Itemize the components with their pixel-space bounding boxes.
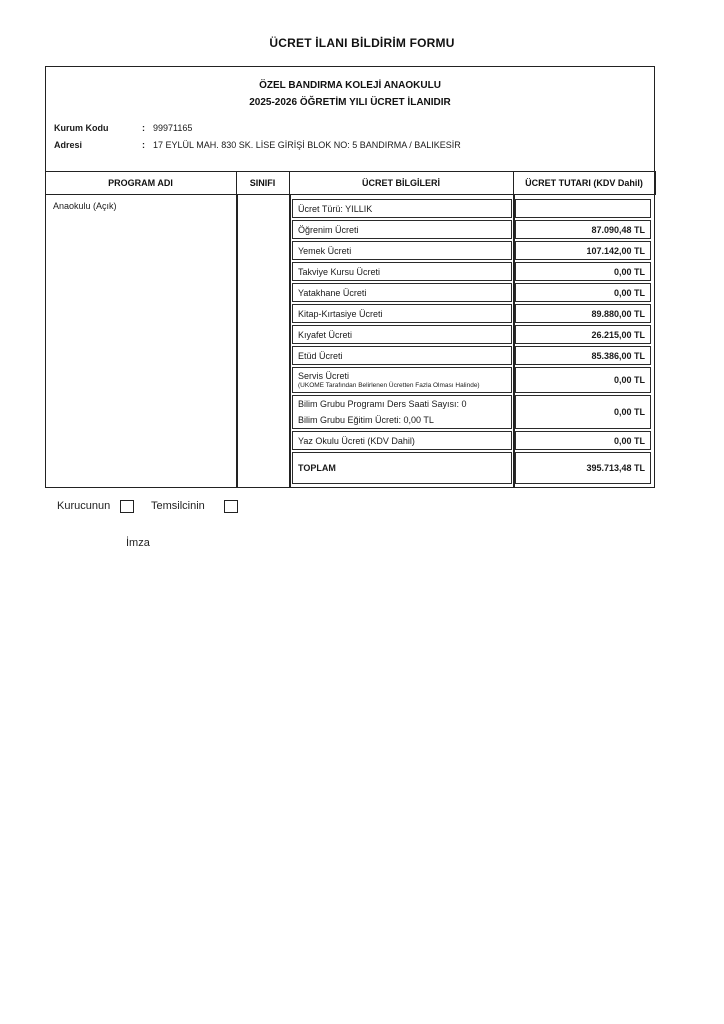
fee-amount-cell: [515, 346, 651, 365]
fee-amount: 85.386,00 TL: [591, 350, 645, 361]
fee-row: [292, 431, 651, 450]
school-name: ÖZEL BANDIRMA KOLEJİ ANAOKULU: [259, 80, 441, 91]
imza-label: İmza: [126, 537, 150, 549]
fee-label-cell: [292, 241, 512, 260]
fee-row: [292, 325, 651, 344]
fee-amount-cell: [515, 283, 651, 302]
fee-label: Yemek Ücreti: [298, 245, 352, 256]
fee-label: Bilim Grubu Programı Ders Saati Sayısı: 0: [298, 399, 467, 409]
fee-amount: 0,00 TL: [613, 435, 645, 446]
fee-row: [292, 395, 651, 429]
program-name: Anaokulu (Açık): [53, 201, 117, 211]
fee-label: Yaz Okulu Ücreti (KDV Dahil): [298, 435, 415, 446]
kurum-kodu-label: Kurum Kodu: [54, 123, 109, 133]
fee-row: [292, 283, 651, 302]
fee-sublabel: (UKOME Tarafından Belirlenen Ücretten Fazla Olması Halinde): [298, 382, 480, 389]
fee-label-cell: [292, 283, 512, 302]
fee-row: [292, 262, 651, 281]
kurucunun-checkbox[interactable]: [120, 500, 134, 513]
fee-amount-cell: [515, 431, 651, 450]
fee-amount-cell: [515, 199, 651, 218]
fee-label-cell: [292, 262, 512, 281]
fee-row: [292, 199, 651, 218]
fee-amount-cell: [515, 325, 651, 344]
form-subtitle: 2025-2026 ÖĞRETİM YILI ÜCRET İLANIDIR: [249, 97, 451, 108]
kurum-kodu-colon: :: [142, 123, 145, 133]
fee-amount: 87.090,48 TL: [591, 224, 645, 235]
total-label-cell: [292, 452, 512, 484]
total-label: TOPLAM: [298, 463, 336, 473]
fee-amount: 0,00 TL: [613, 375, 645, 385]
fee-label: Etüd Ücreti: [298, 350, 343, 361]
fee-label-cell: [292, 325, 512, 344]
fee-amount-cell: [515, 241, 651, 260]
fee-row: [292, 346, 651, 365]
fee-amount: 89.880,00 TL: [591, 308, 645, 319]
fee-label-cell: [292, 346, 512, 365]
fee-amount-cell: [515, 395, 651, 429]
fee-label: Takviye Kursu Ücreti: [298, 266, 381, 277]
fee-label-cell: [292, 395, 512, 429]
kurum-kodu-value: 99971165: [153, 123, 193, 133]
form-title: ÜCRET İLANI BİLDİRİM FORMU: [269, 36, 455, 50]
total-row: [292, 452, 651, 484]
fee-amount: 107.142,00 TL: [586, 245, 645, 256]
fee-label: Kıyafet Ücreti: [298, 329, 353, 340]
fee-row: [292, 367, 651, 393]
total-amount-cell: [515, 452, 651, 484]
kurucunun-label: Kurucunun: [57, 500, 111, 512]
column-divider: [236, 195, 238, 487]
header-ucret-bilgileri: ÜCRET BİLGİLERİ: [290, 172, 514, 194]
temsilcinin-checkbox[interactable]: [224, 500, 238, 513]
fee-row: [292, 241, 651, 260]
column-divider: [289, 195, 291, 487]
fee-amount: 26.215,00 TL: [591, 329, 645, 340]
adresi-value: 17 EYLÜL MAH. 830 SK. LİSE GİRİŞİ BLOK NO: 5 BANDIRMA / BALIKESİR: [153, 140, 461, 150]
fee-label: Öğrenim Ücreti: [298, 224, 359, 235]
fee-label: Kitap-Kırtasiye Ücreti: [298, 308, 383, 319]
fee-amount: 0,00 TL: [613, 407, 645, 417]
fee-amount: 0,00 TL: [613, 266, 645, 277]
fee-label-cell: [292, 431, 512, 450]
fee-label: Yatakhane Ücreti: [298, 287, 367, 298]
fee-amount-cell: [515, 220, 651, 239]
adresi-colon: :: [142, 140, 145, 150]
fee-label: Servis Ücreti: [298, 371, 350, 381]
fee-table: [292, 199, 651, 484]
fee-label-cell: [292, 304, 512, 323]
fee-label-cell: [292, 199, 512, 218]
fee-row: [292, 220, 651, 239]
fee-label-cell: [292, 220, 512, 239]
table-header-row: [45, 171, 656, 195]
fee-amount-cell: [515, 367, 651, 393]
header-sinifi: SINIFI: [237, 172, 290, 194]
header-program-adi: PROGRAM ADI: [46, 172, 237, 194]
temsilcinin-label: Temsilcinin: [151, 500, 205, 512]
total-amount: 395.713,48 TL: [586, 463, 645, 473]
header-ucret-tutari: ÜCRET TUTARI (KDV Dahil): [525, 178, 643, 188]
fee-amount-cell: [515, 304, 651, 323]
fee-row: [292, 304, 651, 323]
adresi-label: Adresi: [54, 140, 83, 150]
fee-label-cell: [292, 367, 512, 393]
fee-amount-cell: [515, 262, 651, 281]
fee-label-line2: Bilim Grubu Eğitim Ücreti: 0,00 TL: [298, 415, 434, 425]
fee-amount: 0,00 TL: [613, 287, 645, 298]
form-box: [45, 66, 655, 488]
fee-label: Ücret Türü: YILLIK: [298, 203, 373, 214]
